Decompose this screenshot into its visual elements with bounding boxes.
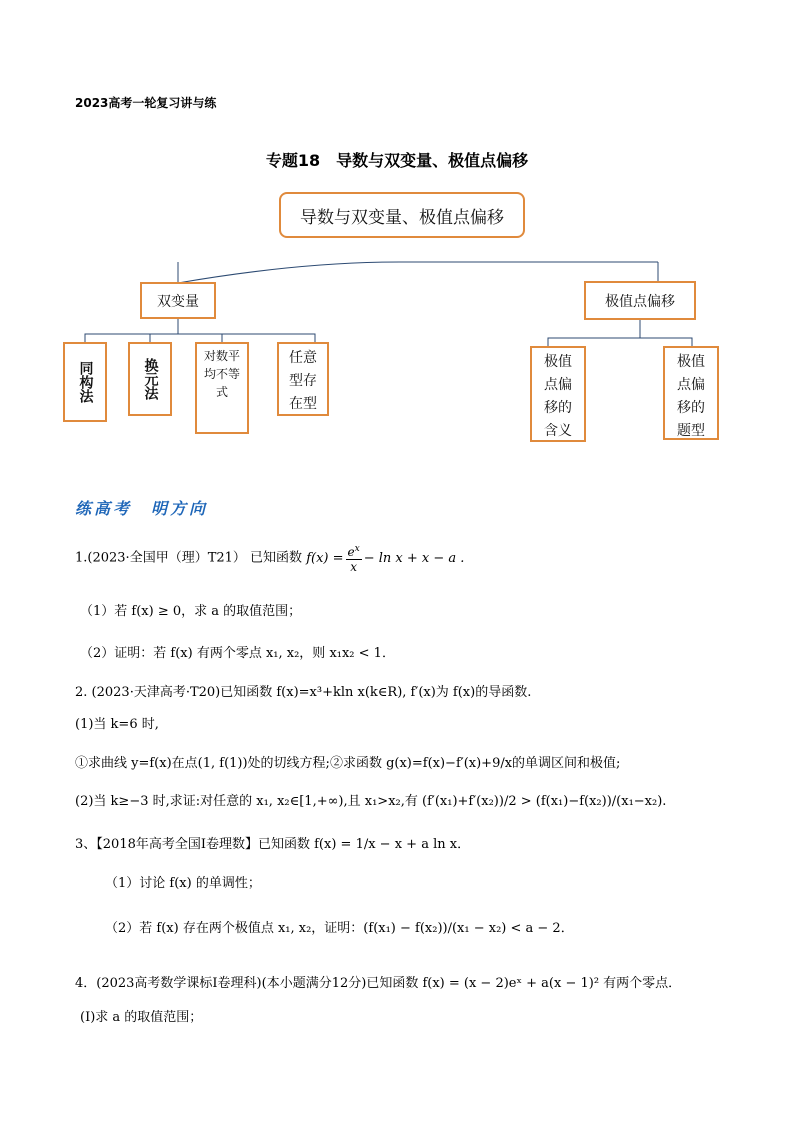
q2-part1: (1)当 k=6 时,: [75, 717, 159, 732]
q1-formula: f(x) = $\frac{e^x}{x}$ − ln x + x − a .: [306, 544, 465, 574]
mindmap-leaf-log-mean-inequality: 对数平均不等式: [195, 342, 249, 434]
q4-part1: (Ⅰ)求 a 的取值范围；: [80, 1010, 203, 1025]
q3-intro: 3、【2018年高考全国Ⅰ卷理数】已知函数 f(x) = 1/x − x + a ln x．: [75, 837, 471, 852]
mindmap-node-extreme-point-shift: 极值点偏移: [584, 281, 696, 320]
mindmap-node-double-variable: 双变量: [140, 282, 216, 319]
mindmap-leaf-substitution: 换元法: [128, 342, 172, 416]
mindmap-leaf-isomorphism: 同构法: [63, 342, 107, 422]
q1-prefix: 1.(2023·全国甲（理）T21） 已知函数: [75, 550, 303, 566]
mindmap-leaf-any-exist: 任意型存在型: [277, 342, 329, 416]
q2-part2: (2)当 k≥−3 时,求证:对任意的 x₁, x₂∈[1,+∞),且 x₁>x₂,有 (f′(x₁)+f′(x₂))/2 > (f(x₁)−f(x₂))/(x₁−x₂).: [75, 794, 667, 809]
q1-part2: （2）证明：若 f(x) 有两个零点 x₁, x₂，则 x₁x₂ < 1．: [80, 646, 395, 661]
q3-part1: （1）讨论 f(x) 的单调性；: [105, 876, 261, 891]
q1-part1: （1）若 f(x) ≥ 0，求 a 的取值范围；: [80, 604, 302, 619]
mindmap-root: 导数与双变量、极值点偏移: [279, 192, 525, 238]
document-header: 2023高考一轮复习讲与练: [75, 96, 217, 110]
q3-part2: （2）若 f(x) 存在两个极值点 x₁, x₂，证明：(f(x₁) − f(x₂))/(x₁ − x₂) < a − 2．: [105, 921, 574, 936]
q1-intro: [75, 542, 464, 574]
mindmap-leaf-meaning: 极值点偏移的含义: [530, 346, 586, 442]
q4-intro: 4．(2023高考数学课标Ⅰ卷理科)(本小题满分12分)已知函数 f(x) = (x − 2)eˣ + a(x − 1)² 有两个零点．: [75, 976, 682, 991]
q2-part1a: ①求曲线 y=f(x)在点(1, f(1))处的切线方程;②求函数 g(x)=f(x)−f′(x)+9/x的单调区间和极值;: [75, 756, 621, 771]
section-heading: 练高考 明方向: [75, 499, 209, 518]
q2-intro: 2. (2023·天津高考·T20)已知函数 f(x)=x³+kln x(k∈R), f′(x)为 f(x)的导函数.: [75, 685, 532, 700]
mindmap-leaf-question-types: 极值点偏移的题型: [663, 346, 719, 440]
page-title: 专题18 导数与双变量、极值点偏移: [265, 151, 529, 170]
